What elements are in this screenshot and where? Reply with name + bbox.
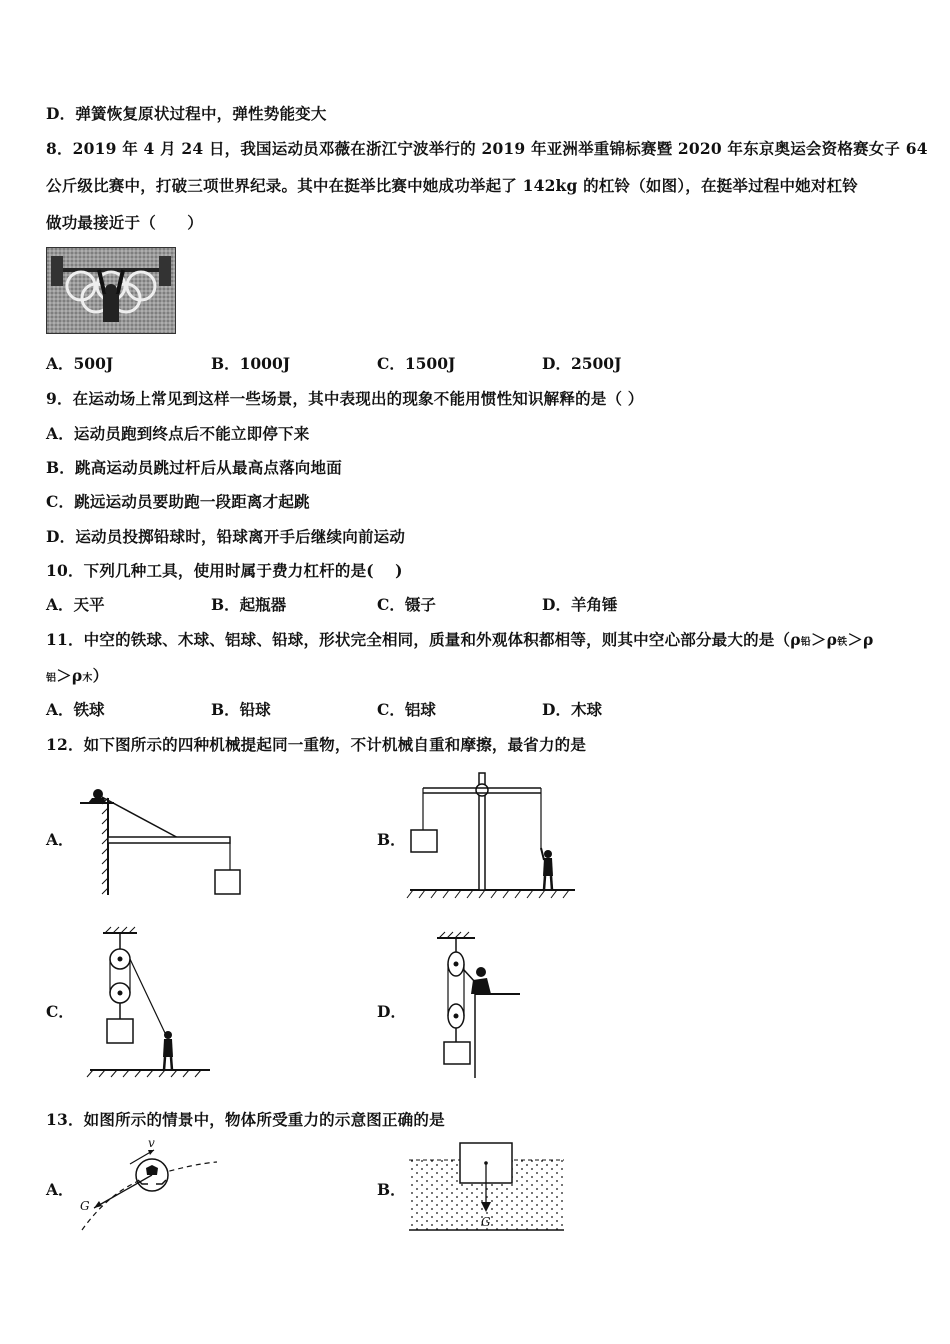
q12-figure-a-wall-lever: [70, 770, 250, 900]
q7-option-d: D．弹簧恢复原状过程中，弹性势能变大: [46, 104, 327, 123]
q11-option-d: D．木球: [542, 700, 602, 719]
weightlifter-image: [47, 248, 175, 333]
q8-option-c: C．1500J: [377, 354, 456, 373]
rho-sub-iron: 铁: [837, 637, 848, 648]
rho-sub-wood: 木: [82, 673, 93, 684]
q13-figure-a-flying-ball: [72, 1138, 222, 1238]
q10-option-b: B．起瓶器: [211, 595, 287, 614]
q8-option-d: D．2500J: [542, 354, 622, 373]
q11-option-b: B．铅球: [211, 700, 271, 719]
rho-symbol: ρ: [863, 630, 874, 649]
q8-stem-line3: 做功最接近于（ ）: [46, 213, 204, 232]
rho-symbol: ρ: [71, 666, 83, 685]
q10-option-a: A．天平: [46, 595, 105, 614]
q10-option-d: D．羊角锤: [542, 595, 618, 614]
rho-sub-al: 铝: [46, 673, 57, 684]
gravity-label-b: G: [481, 1215, 491, 1229]
q8-stem-line2: 公斤级比赛中，打破三项世界纪录。其中在挺举比赛中她成功举起了 142kg 的杠铃（如图），在挺举过程中她对杠铃: [46, 176, 858, 195]
q9-stem: 9．在运动场上常见到这样一些场景，其中表现出的现象不能用惯性知识解释的是（ ）: [46, 389, 644, 408]
q12-label-c: C．: [46, 1002, 74, 1021]
rho-sub-lead: 铅: [800, 637, 811, 648]
q13-figure-b-floating-block: [405, 1138, 570, 1238]
q12-stem: 12．如下图所示的四种机械提起同一重物，不计机械自重和摩擦，最省力的是: [46, 735, 587, 754]
close-paren: ）: [92, 666, 109, 685]
q13-label-b: B．: [377, 1180, 406, 1199]
velocity-label: v: [148, 1138, 155, 1150]
q13-label-a: A．: [46, 1180, 74, 1199]
gt-symbol: ＞: [56, 666, 72, 685]
q11-stem-line1: [46, 628, 874, 650]
q12-label-a: A．: [46, 830, 74, 849]
q12-label-d: D．: [377, 1002, 406, 1021]
q11-stem-main: 11．中空的铁球、木球、铝球、铅球，形状完全相同，质量和外观体积都相等，则其中空心部分最大的是（: [46, 630, 791, 649]
gt-symbol: ＞: [810, 630, 827, 649]
q13-stem: 13．如图所示的情景中，物体所受重力的示意图正确的是: [46, 1110, 445, 1129]
q12-figure-b-wheel-axle: [405, 768, 580, 903]
q8-stem-line1: 8．2019 年 4 月 24 日，我国运动员邓薇在浙江宁波举行的 2019 年亚洲举重锦标赛暨 2020 年东京奥运会资格赛女子 64: [46, 139, 928, 158]
gt-symbol: ＞: [847, 630, 864, 649]
q8-option-a: A．500J: [46, 354, 114, 373]
q9-option-a: A．运动员跑到终点后不能立即停下来: [46, 424, 310, 443]
gravity-label-a: G: [80, 1199, 90, 1213]
q12-figure-c-pulley-block: [85, 925, 215, 1080]
rho-symbol: ρ: [790, 630, 801, 649]
q12-figure-d-pulley-block: [425, 930, 525, 1080]
q11-option-a: A．铁球: [46, 700, 105, 719]
q9-option-b: B．跳高运动员跳过杆后从最高点落向地面: [46, 458, 342, 477]
q10-option-c: C．镊子: [377, 595, 436, 614]
q11-stem-line2: [46, 664, 108, 686]
q9-option-c: C．跳远运动员要助跑一段距离才起跳: [46, 492, 310, 511]
q10-stem: 10．下列几种工具，使用时属于费力杠杆的是( ): [46, 561, 403, 580]
q12-label-b: B．: [377, 830, 406, 849]
rho-symbol: ρ: [826, 630, 838, 649]
q11-option-c: C．铝球: [377, 700, 436, 719]
q8-option-b: B．1000J: [211, 354, 291, 373]
q9-option-d: D．运动员投掷铅球时，铅球离开手后继续向前运动: [46, 527, 406, 546]
weightlifter-photo: [46, 247, 176, 334]
